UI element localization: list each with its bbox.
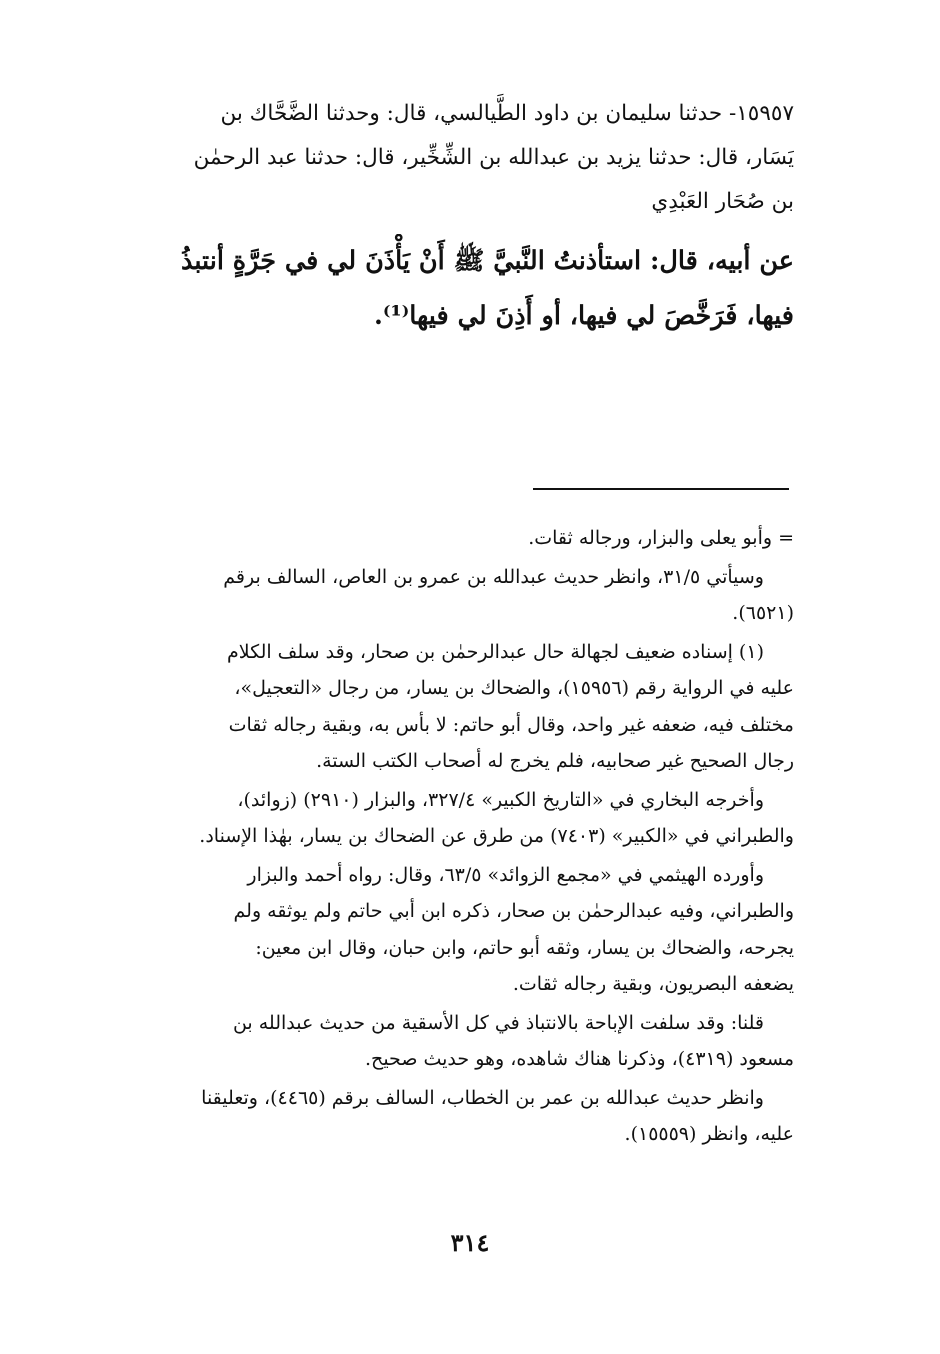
footnote-line: (١) إسناده ضعيف لجهالة حال عبدالرحمٰن بن صحار، وقد سلف الكلام	[226, 640, 764, 663]
matn-line: عن أبيه، قال: استأذنتُ النَّبيَّ ﷺ أَنْ يَأْذَنَ لي في جَرَّةٍ أنتبذُ	[180, 246, 794, 276]
footnote-paragraph	[84, 857, 794, 1003]
footnote-line: يجرحه، والضحاك بن يسار، وثقه أبو حاتم، وابن حبان، وقال ابن معين:	[255, 936, 794, 959]
footnote-line: والطبراني، وفيه عبدالرحمٰن بن صحار، ذكره ابن أبي حاتم ولم يوثقه ولم	[233, 900, 794, 922]
footnote-paragraph	[84, 520, 794, 557]
footnote-paragraph	[84, 1005, 794, 1078]
footnote-line: عليه في الرواية رقم (١٥٩٥٦)، والضحاك بن يسار، من رجال «التعجيل»،	[234, 677, 794, 699]
footnote-separator	[533, 488, 789, 490]
footnote-line: يضعفه البصريون، وبقية رجاله ثقات.	[512, 973, 794, 995]
isnad-line: ١٥٩٥٧- حدثنا سليمان بن داود الطَّيالسي، قال: وحدثنا الضَّحَّاك بن	[220, 101, 794, 126]
footnote-paragraph	[84, 1080, 794, 1153]
footnote-line: قلنا: وقد سلفت الإباحة بالانتباذ في كل الأسقية من حديث عبدالله بن	[232, 1011, 764, 1034]
hadith-matn	[84, 234, 794, 344]
footnote-line: وأورده الهيثمي في «مجمع الزوائد» ٦٣/٥، وقال: رواه أحمد والبزار	[247, 863, 764, 886]
footnote-paragraph	[84, 782, 794, 855]
footnote-line: والطبراني في «الكبير» (٧٤٠٣) من طرق عن الضحاك بن يسار، بهٰذا الإسناد.	[199, 825, 794, 847]
footnote-line: عليه، وانظر (١٥٥٥٩).	[624, 1123, 794, 1145]
footnote-line: (٦٥٢١).	[732, 602, 794, 624]
footnote-paragraph	[84, 559, 794, 632]
footnote-line: وسيأتي ٣١/٥، وانظر حديث عبدالله بن عمرو بن العاص، السالف برقم	[223, 565, 764, 588]
matn-line: فيها، فَرَخَّصَ لي فيها، أو أَذِنَ لي فيها⁽¹⁾.	[374, 301, 794, 331]
footnote-line: وأخرجه البخاري في «التاريخ الكبير» ٣٢٧/٤، والبزار (٢٩١٠) (زوائد)،	[237, 788, 764, 811]
footnote-line: = وأبو يعلى والبزار، ورجاله ثقات.	[528, 527, 794, 549]
footnote-line: مسعود (٤٣١٩)، وذكرنا هناك شاهده، وهو حديث صحيح.	[365, 1048, 794, 1070]
footnote-paragraph	[84, 634, 794, 780]
footnotes	[84, 520, 794, 1155]
isnad-line: بن صُحَار العَبْدِي	[651, 189, 794, 214]
page-number: ٣١٤	[450, 1228, 490, 1257]
isnad-line: يَسَار، قال: حدثنا يزيد بن عبدالله بن الشِّخِّير، قال: حدثنا عبد الرحمٰن	[193, 145, 794, 170]
footnote-line: رجال الصحيح غير صحابيه، فلم يخرج له أصحاب الكتب الستة.	[316, 750, 794, 772]
hadith-isnad	[84, 92, 794, 224]
footnote-line: مختلف فيه، ضعفه غير واحد، وقال أبو حاتم: لا بأس به، وبقية رجاله ثقات	[228, 713, 794, 736]
footnote-line: وانظر حديث عبدالله بن عمر بن الخطاب، السالف برقم (٤٤٦٥)، وتعليقنا	[201, 1086, 764, 1109]
